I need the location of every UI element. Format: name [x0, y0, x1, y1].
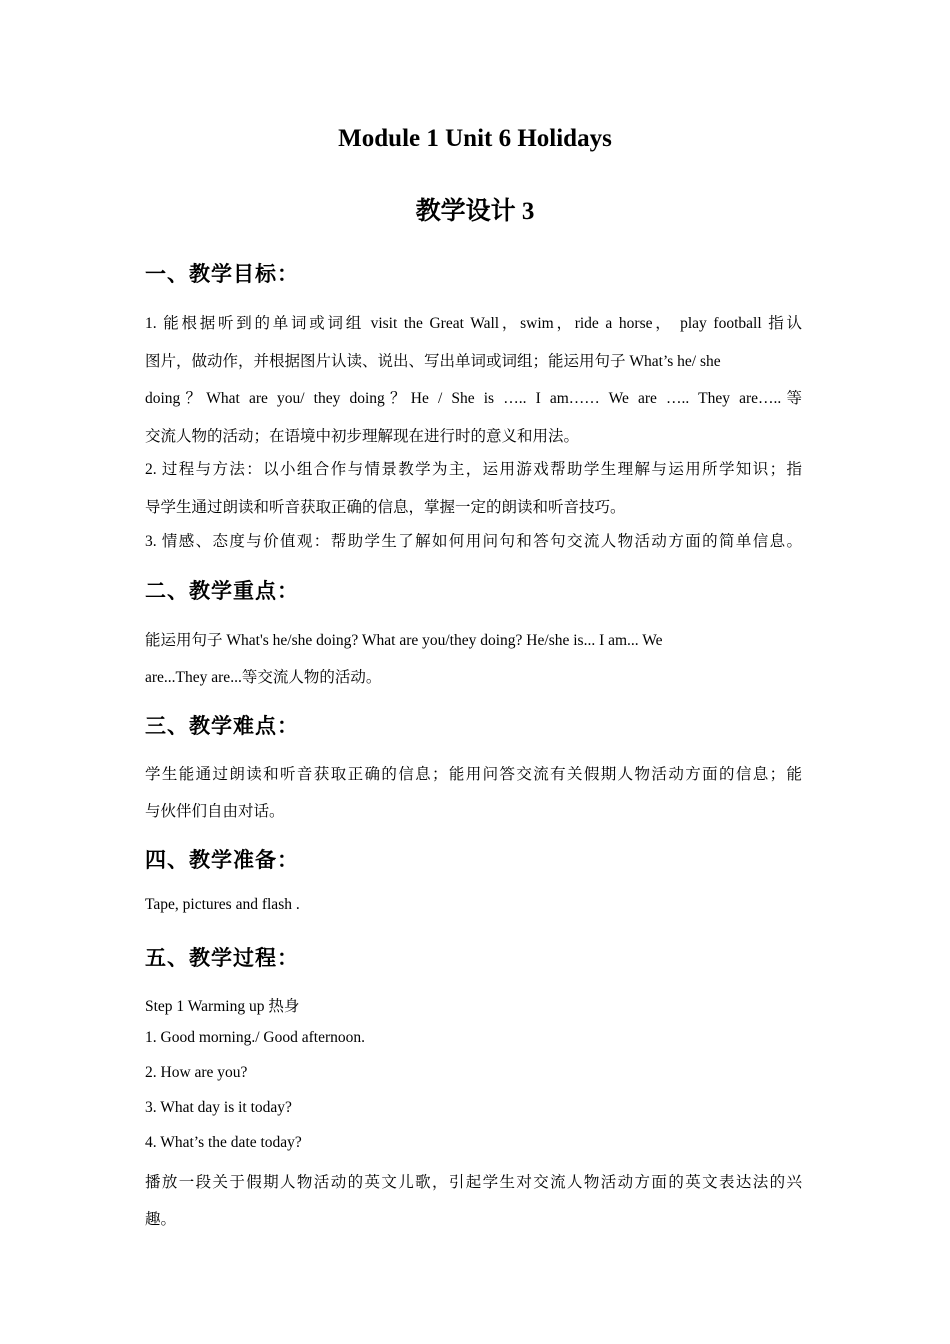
document-subtitle: 教学设计 3 [415, 198, 535, 225]
paragraph-line: 趣。 [145, 1211, 177, 1228]
section-heading-difficulties: 三、教学难点： [145, 714, 299, 738]
paragraph-line: 导学生通过朗读和听音获取正确的信息，掌握一定的朗读和听音技巧。 [145, 499, 626, 516]
paragraph-line: 与伙伴们自由对话。 [145, 803, 285, 820]
paragraph-line: 1. 能根据听到的单词或词组 visit the Great Wall，swim，ride a horse， play football 指认 [145, 315, 802, 332]
paragraph-line: 3. What day is it today? [145, 1099, 292, 1116]
paragraph-line: 4. What’s the date today? [145, 1134, 302, 1151]
paragraph-line: 能运用句子 What's he/she doing? What are you/they doing? He/she is... I am... We [145, 632, 663, 649]
paragraph-line: Step 1 Warming up 热身 [145, 998, 300, 1015]
section-heading-key-points: 二、教学重点： [145, 579, 299, 603]
paragraph-line: 播放一段关于假期人物活动的英文儿歌，引起学生对交流人物活动方面的英文表达法的兴 [145, 1174, 802, 1191]
paragraph-line: 3. 情感、态度与价值观：帮助学生了解如何用问句和答句交流人物活动方面的简单信息。 [145, 533, 802, 550]
paragraph-line: 交流人物的活动；在语境中初步理解现在进行时的意义和用法。 [145, 428, 580, 445]
paragraph-line: 学生能通过朗读和听音获取正确的信息；能用问答交流有关假期人物活动方面的信息；能 [145, 766, 802, 783]
paragraph-line: Tape, pictures and flash . [145, 896, 300, 913]
paragraph-line: are...They are...等交流人物的活动。 [145, 669, 382, 686]
paragraph-line: 2. How are you? [145, 1064, 248, 1081]
section-heading-process: 五、教学过程： [145, 946, 299, 970]
document-title: Module 1 Unit 6 Holidays [338, 125, 612, 152]
paragraph-line: doing？What are you/ they doing？He / She is ….. I am…… We are ….. They are…..等 [145, 390, 802, 407]
section-heading-preparation: 四、教学准备： [145, 848, 299, 872]
section-heading-objectives: 一、教学目标： [145, 262, 299, 286]
paragraph-line: 1. Good morning./ Good afternoon. [145, 1029, 365, 1046]
paragraph-line: 图片，做动作，并根据图片认读、说出、写出单词或词组；能运用句子 What’s he/ she [145, 353, 721, 370]
paragraph-line: 2. 过程与方法：以小组合作与情景教学为主，运用游戏帮助学生理解与运用所学知识；指 [145, 461, 802, 478]
